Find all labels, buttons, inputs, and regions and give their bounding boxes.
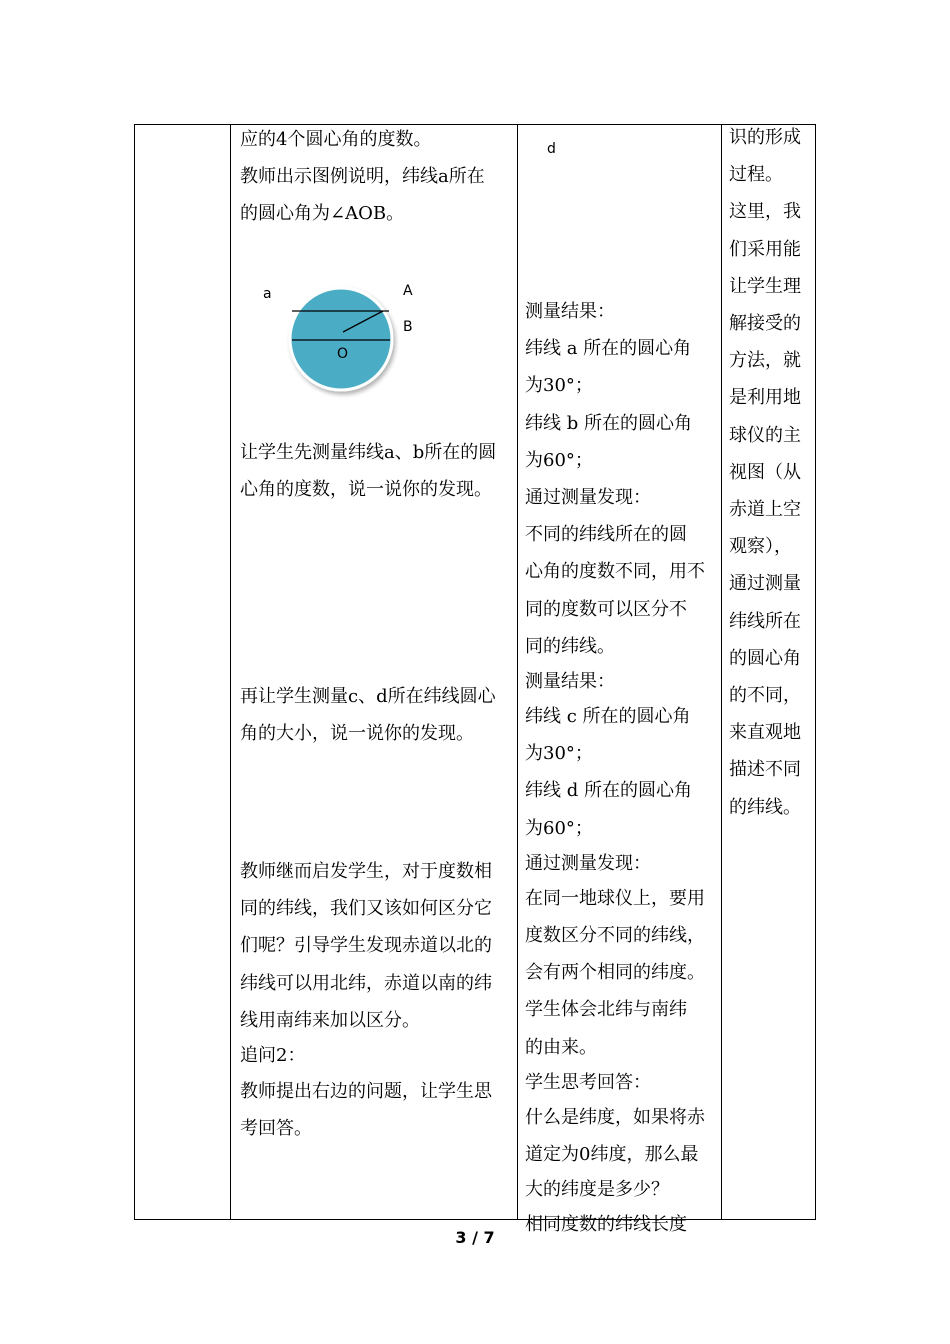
design-intent-cell: 识的形成 过程。 这里，我 们采用能 让学生理 解接受的 方法，就 是利用地 球仪的主 视图（从 赤道上空 观察）， 通过测量 纬线所在 的圆心角 的不同， 来直观地 描述不同 的纬线。 [729,127,801,818]
lesson-table [134,124,816,1236]
paragraph-measure-cd: 再让学生测量c、d所在纬线圆心 角的大小，说一说你的发现。 [240,686,496,745]
page-number: 3 / 7 [455,1228,495,1247]
paragraph-intro: 应的4个圆心角的度数。 教师出示图例说明，纬线a所在 的圆心角为∠AOB。 [240,129,485,225]
paragraph-guidance: 教师继而启发学生，对于度数相 同的纬线，我们又该如何区分它 们呢？引导学生发现赤道以北的 纬线可以用北纬，赤道以南的纬 线用南纬来加以区分。 追问2： 教师提出右边的问题，让学生思 考回答。 [240,861,492,1140]
label-A: A [403,283,413,299]
label-O: O [337,346,349,362]
paragraph-measure-ab: 让学生先测量纬线a、b所在的圆 心角的度数，说一说你的发现。 [240,442,497,501]
column-divider [721,125,722,1219]
label-d: d [547,141,556,157]
column-divider [230,125,231,1219]
label-B: B [403,319,413,335]
label-a: a [263,286,272,302]
student-activity-cell: 测量结果： 纬线 a 所在的圆心角 为30°； 纬线 b 所在的圆心角 为60°； 通过测量发现： 不同的纬线所在的圆 心角的度数不同，用不 同的度数可以区分不 同的纬线。 测量结果： 纬线 c 所在的圆心角 为30°； 纬线 d 所在的圆心角 为60°； 通过测量发现： 在同一地球仪上，要用 度数区分不同的纬线， 会有两个相同的纬度。 学生体会北纬与南纬 的由来。 学生思考回答： 什么是纬度，如果将赤 道定为0纬度，那么最 大的纬度是多少？ 相同度数的纬线长度 [525,301,705,1236]
globe-diagram [257,277,417,407]
globe-icon [257,277,417,407]
